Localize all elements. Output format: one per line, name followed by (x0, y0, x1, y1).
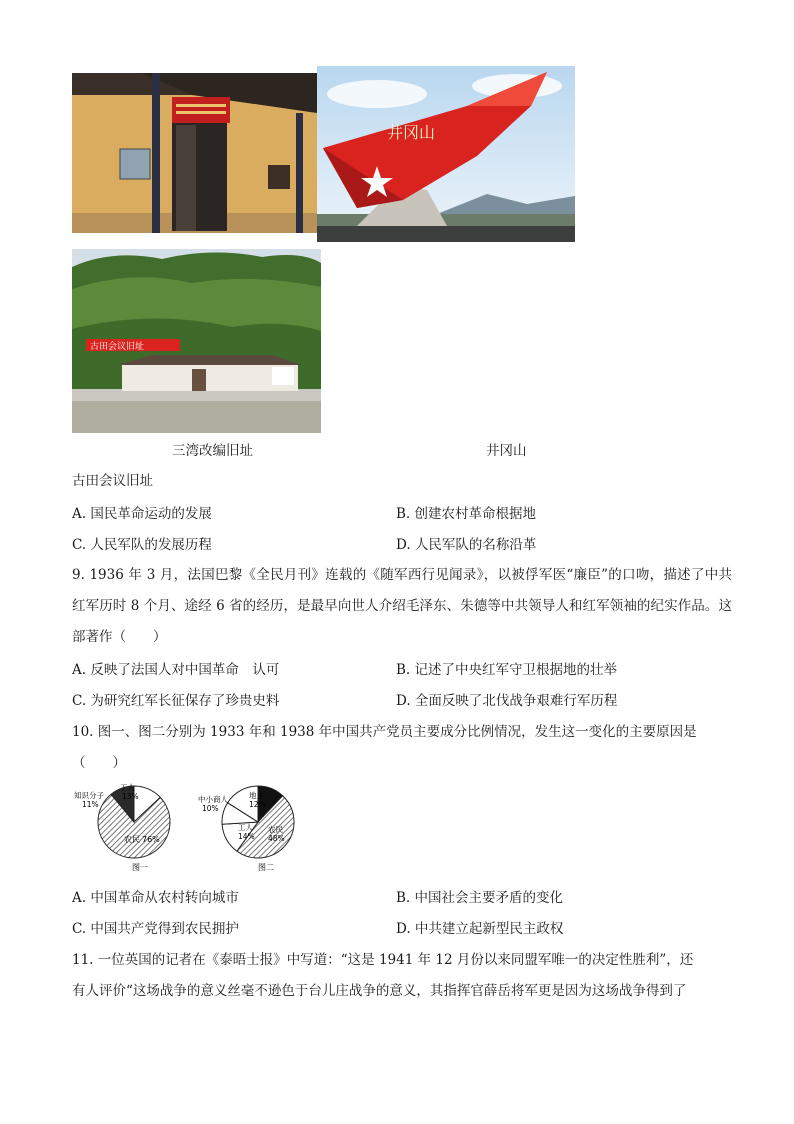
gutian-illustration (72, 249, 321, 433)
q11-line-1: 11. 一位英国的记者在《泰晤士报》中写道：“这是 1941 年 12 月份以来同盟军唯一的决定性胜利”，还 (72, 952, 694, 968)
pie-charts-svg (72, 778, 312, 874)
q9-option-c: C. 为研究红军长征保存了珍贵史料 (72, 693, 280, 709)
q9-option-d: D. 全面反映了北伐战争艰难行军历程 (396, 693, 618, 709)
caption-gutian: 古田会议旧址 (72, 473, 153, 489)
pie2-label-worker: 工人 (238, 823, 253, 832)
pie2-title: 图二 (258, 863, 274, 872)
gutian-site-photo (72, 249, 321, 433)
q10-pie-charts (72, 778, 312, 874)
q11-line-2: 有人评价“这场战争的意义丝毫不逊色于台儿庄战争的意义，其指挥官薛岳将军更是因为这场战争得到了 (72, 983, 687, 999)
pie2-label-peasant: 农民 (268, 825, 283, 834)
pie1-pct-worker: 13% (122, 792, 139, 801)
q9-stem: 9. 1936 年 3 月，法国巴黎《全民月刊》连载的《随军西行见闻录》，以被俘军医“廉臣”的口吻，描述了中共红军历时 8 个月、途经 6 省的经历，是最早向世人介绍毛泽东、朱德等中共领导人和红军领袖的纪实作品。这部著作（ ） (72, 567, 732, 645)
jinggangshan-illustration (317, 66, 575, 242)
q8-option-b: B. 创建农村革命根据地 (396, 506, 537, 522)
pie2-pct-landlord: 12% (249, 800, 266, 809)
pie2-label-merchant: 中小商人 (198, 795, 228, 804)
q10-option-c: C. 中国共产党得到农民拥护 (72, 921, 239, 937)
pie1-label-intellectual: 知识分子 (74, 791, 104, 800)
pie2-pct-peasant: 48% (268, 834, 285, 843)
q9-option-b: B. 记述了中央红军守卫根据地的壮举 (396, 662, 618, 678)
pie1-pct-peasant: 76% (142, 835, 160, 844)
gutian-banner-text: 古田会议旧址 (90, 342, 145, 352)
pie1-pct-intellectual: 11% (82, 800, 99, 809)
jinggangshan-monument-photo (317, 66, 575, 242)
pie1-label-worker: 工人 (120, 783, 135, 792)
sanwan-site-illustration (72, 73, 317, 233)
pie2-pct-worker: 14% (238, 832, 255, 841)
q8-option-d: D. 人民军队的名称沿革 (396, 537, 537, 553)
q8-option-a: A. 国民革命运动的发展 (72, 506, 212, 522)
pie1-label-peasant: 农民 (124, 835, 140, 844)
q10-option-a: A. 中国革命从农村转向城市 (72, 890, 239, 906)
q8-option-c: C. 人民军队的发展历程 (72, 537, 212, 553)
q10-stem: 10. 图一、图二分别为 1933 年和 1938 年中国共产党员主要成分比例情况，发生这一变化的主要原因是 (72, 724, 697, 740)
q9-option-a: A. 反映了法国人对中国革命 认可 (72, 662, 280, 678)
q10-answer-paren: （ ） (72, 755, 126, 771)
jinggangshan-sign-text: 井冈山 (387, 123, 436, 142)
pie2-label-landlord: 地主 (249, 791, 264, 800)
q10-option-b: B. 中国社会主要矛盾的变化 (396, 890, 564, 906)
caption-sanwan: 三湾改编旧址 (172, 443, 253, 459)
caption-jinggangshan: 井冈山 (486, 443, 527, 459)
pie1-title: 图一 (132, 863, 148, 872)
q10-option-d: D. 中共建立起新型民主政权 (396, 921, 564, 937)
sanwan-site-photo (72, 73, 317, 233)
pie2-pct-merchant: 10% (202, 804, 219, 813)
